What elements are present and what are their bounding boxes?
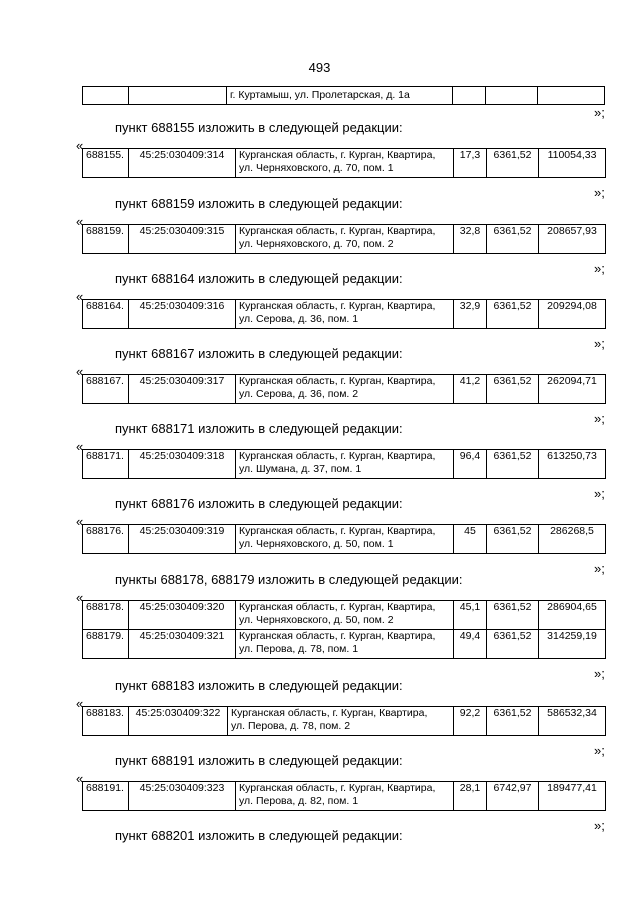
area-cell: 32,8: [454, 225, 487, 254]
cadastral-number-cell: 45:25:030409:315: [129, 225, 236, 254]
closing-quote: »;: [594, 261, 605, 276]
address-line-2: ул. Перова, д. 78, пом. 2: [231, 720, 351, 732]
address-line-1: Курганская область, г. Курган, Квартира,: [231, 707, 428, 719]
cadastral-number-cell: 45:25:030409:319: [129, 525, 236, 554]
registry-table: [82, 706, 606, 736]
closing-quote: »;: [594, 336, 605, 351]
amendment-instruction: пункт 688201 изложить в следующей редакции:: [115, 828, 403, 843]
cadastral-number-cell: 45:25:030409:318: [129, 450, 236, 479]
amendment-instruction: пункт 688183 изложить в следующей редакции:: [115, 678, 403, 693]
address-line-1: Курганская область, г. Курган, Квартира,: [239, 225, 436, 237]
address-line-2: ул. Шумана, д. 37, пом. 1: [239, 463, 362, 475]
amendment-instruction: пункт 688171 изложить в следующей редакции:: [115, 421, 403, 436]
registry-table: [82, 299, 606, 329]
address-line-2: ул. Черняховского, д. 50, пом. 2: [239, 614, 394, 626]
item-number-cell: 688183.: [83, 707, 129, 736]
table-row: [83, 707, 606, 736]
area-cell: 45: [454, 525, 487, 554]
item-number-cell: 688159.: [83, 225, 129, 254]
opening-quote: «: [76, 514, 84, 529]
opening-quote: «: [76, 439, 84, 454]
table-row: [83, 225, 606, 254]
value-cell: [538, 87, 605, 105]
closing-quote: »;: [594, 666, 605, 681]
rate-cell: 6361,52: [487, 630, 539, 659]
address-cell: [236, 450, 454, 479]
registry-table: [82, 524, 606, 554]
table-row: [83, 149, 606, 178]
item-number-cell: 688171.: [83, 450, 129, 479]
amendment-instruction: пункт 688155 изложить в следующей редакции:: [115, 120, 403, 135]
address-line-2: ул. Черняховского, д. 70, пом. 1: [239, 162, 394, 174]
closing-quote: »;: [594, 411, 605, 426]
address-line-1: Курганская область, г. Курган, Квартира,: [239, 375, 436, 387]
table-row: [83, 782, 606, 811]
amendment-instruction: пункт 688159 изложить в следующей редакции:: [115, 196, 403, 211]
opening-quote: «: [76, 771, 84, 786]
opening-quote: «: [76, 364, 84, 379]
address-line-2: ул. Серова, д. 36, пом. 2: [239, 388, 359, 400]
closing-quote: »;: [594, 818, 605, 833]
table-row: [83, 601, 606, 630]
area-cell: 32,9: [454, 300, 487, 329]
address-line-2: ул. Черняховского, д. 50, пом. 1: [239, 538, 394, 550]
address-cell: [236, 149, 454, 178]
value-cell: 262094,71: [539, 375, 606, 404]
value-cell: 189477,41: [539, 782, 606, 811]
value-cell: 613250,73: [539, 450, 606, 479]
cadastral-number-cell: 45:25:030409:323: [129, 782, 236, 811]
opening-quote: «: [76, 214, 84, 229]
address-line-1: Курганская область, г. Курган, Квартира,: [239, 450, 436, 462]
value-cell: 586532,34: [539, 707, 606, 736]
area-cell: 28,1: [454, 782, 487, 811]
address-line-1: Курганская область, г. Курган, Квартира,: [239, 601, 436, 613]
address-cell: [227, 87, 453, 105]
registry-table: [82, 224, 606, 254]
area-cell: 41,2: [454, 375, 487, 404]
area-cell: [453, 87, 486, 105]
address-cell: [236, 525, 454, 554]
area-cell: 96,4: [454, 450, 487, 479]
registry-table: [82, 86, 605, 105]
address-cell: [228, 707, 454, 736]
page-number: 493: [308, 60, 331, 75]
cadastral-number-cell: 45:25:030409:316: [129, 300, 236, 329]
rate-cell: 6361,52: [487, 525, 539, 554]
registry-table: [82, 374, 606, 404]
value-cell: 110054,33: [539, 149, 606, 178]
closing-quote: »;: [594, 185, 605, 200]
address-line-1: г. Куртамыш, ул. Пролетарская, д. 1а: [230, 89, 410, 101]
item-number-cell: 688164.: [83, 300, 129, 329]
rate-cell: 6361,52: [487, 225, 539, 254]
address-cell: [236, 630, 454, 659]
address-cell: [236, 375, 454, 404]
table-row: [83, 87, 605, 105]
rate-cell: 6361,52: [487, 300, 539, 329]
item-number-cell: 688178.: [83, 601, 129, 630]
registry-table: [82, 600, 606, 659]
closing-quote: »;: [594, 743, 605, 758]
registry-table: [82, 781, 606, 811]
amendment-instruction: пункт 688191 изложить в следующей редакции:: [115, 753, 403, 768]
registry-table: [82, 449, 606, 479]
address-cell: [236, 601, 454, 630]
amendment-instruction: пункт 688176 изложить в следующей редакции:: [115, 496, 403, 511]
address-line-1: Курганская область, г. Курган, Квартира,: [239, 782, 436, 794]
rate-cell: 6361,52: [487, 149, 539, 178]
address-line-2: ул. Перова, д. 78, пом. 1: [239, 643, 359, 655]
area-cell: 49,4: [454, 630, 487, 659]
table-row: [83, 375, 606, 404]
address-line-2: ул. Серова, д. 36, пом. 1: [239, 313, 359, 325]
item-number-cell: [83, 87, 129, 105]
closing-quote: »;: [594, 486, 605, 501]
cadastral-number-cell: 45:25:030409:321: [129, 630, 236, 659]
table-row: [83, 450, 606, 479]
registry-table: [82, 148, 606, 178]
item-number-cell: 688167.: [83, 375, 129, 404]
item-number-cell: 688176.: [83, 525, 129, 554]
address-line-1: Курганская область, г. Курган, Квартира,: [239, 300, 436, 312]
rate-cell: [486, 87, 538, 105]
address-line-1: Курганская область, г. Курган, Квартира,: [239, 149, 436, 161]
value-cell: 209294,08: [539, 300, 606, 329]
value-cell: 286268,5: [539, 525, 606, 554]
area-cell: 17,3: [454, 149, 487, 178]
address-cell: [236, 782, 454, 811]
address-cell: [236, 225, 454, 254]
item-number-cell: 688191.: [83, 782, 129, 811]
opening-quote: «: [76, 696, 84, 711]
area-cell: 92,2: [454, 707, 487, 736]
cadastral-number-cell: 45:25:030409:317: [129, 375, 236, 404]
amendment-instruction: пункты 688178, 688179 изложить в следующей редакции:: [115, 572, 463, 587]
address-line-1: Курганская область, г. Курган, Квартира,: [239, 525, 436, 537]
address-line-2: ул. Черняховского, д. 70, пом. 2: [239, 238, 394, 250]
cadastral-number-cell: [129, 87, 227, 105]
value-cell: 314259,19: [539, 630, 606, 659]
value-cell: 286904,65: [539, 601, 606, 630]
cadastral-number-cell: 45:25:030409:314: [129, 149, 236, 178]
table-row: [83, 300, 606, 329]
value-cell: 208657,93: [539, 225, 606, 254]
rate-cell: 6361,52: [487, 601, 539, 630]
rate-cell: 6361,52: [487, 375, 539, 404]
address-line-1: Курганская область, г. Курган, Квартира,: [239, 630, 436, 642]
opening-quote: «: [76, 289, 84, 304]
closing-quote: »;: [594, 105, 605, 120]
address-line-2: ул. Перова, д. 82, пом. 1: [239, 795, 359, 807]
opening-quote: «: [76, 138, 84, 153]
item-number-cell: 688155.: [83, 149, 129, 178]
address-cell: [236, 300, 454, 329]
amendment-instruction: пункт 688164 изложить в следующей редакции:: [115, 271, 403, 286]
closing-quote: »;: [594, 561, 605, 576]
amendment-instruction: пункт 688167 изложить в следующей редакции:: [115, 346, 403, 361]
rate-cell: 6361,52: [487, 707, 539, 736]
table-row: [83, 525, 606, 554]
cadastral-number-cell: 45:25:030409:322: [129, 707, 228, 736]
opening-quote: «: [76, 590, 84, 605]
item-number-cell: 688179.: [83, 630, 129, 659]
rate-cell: 6361,52: [487, 450, 539, 479]
rate-cell: 6742,97: [487, 782, 539, 811]
table-row: [83, 630, 606, 659]
area-cell: 45,1: [454, 601, 487, 630]
cadastral-number-cell: 45:25:030409:320: [129, 601, 236, 630]
